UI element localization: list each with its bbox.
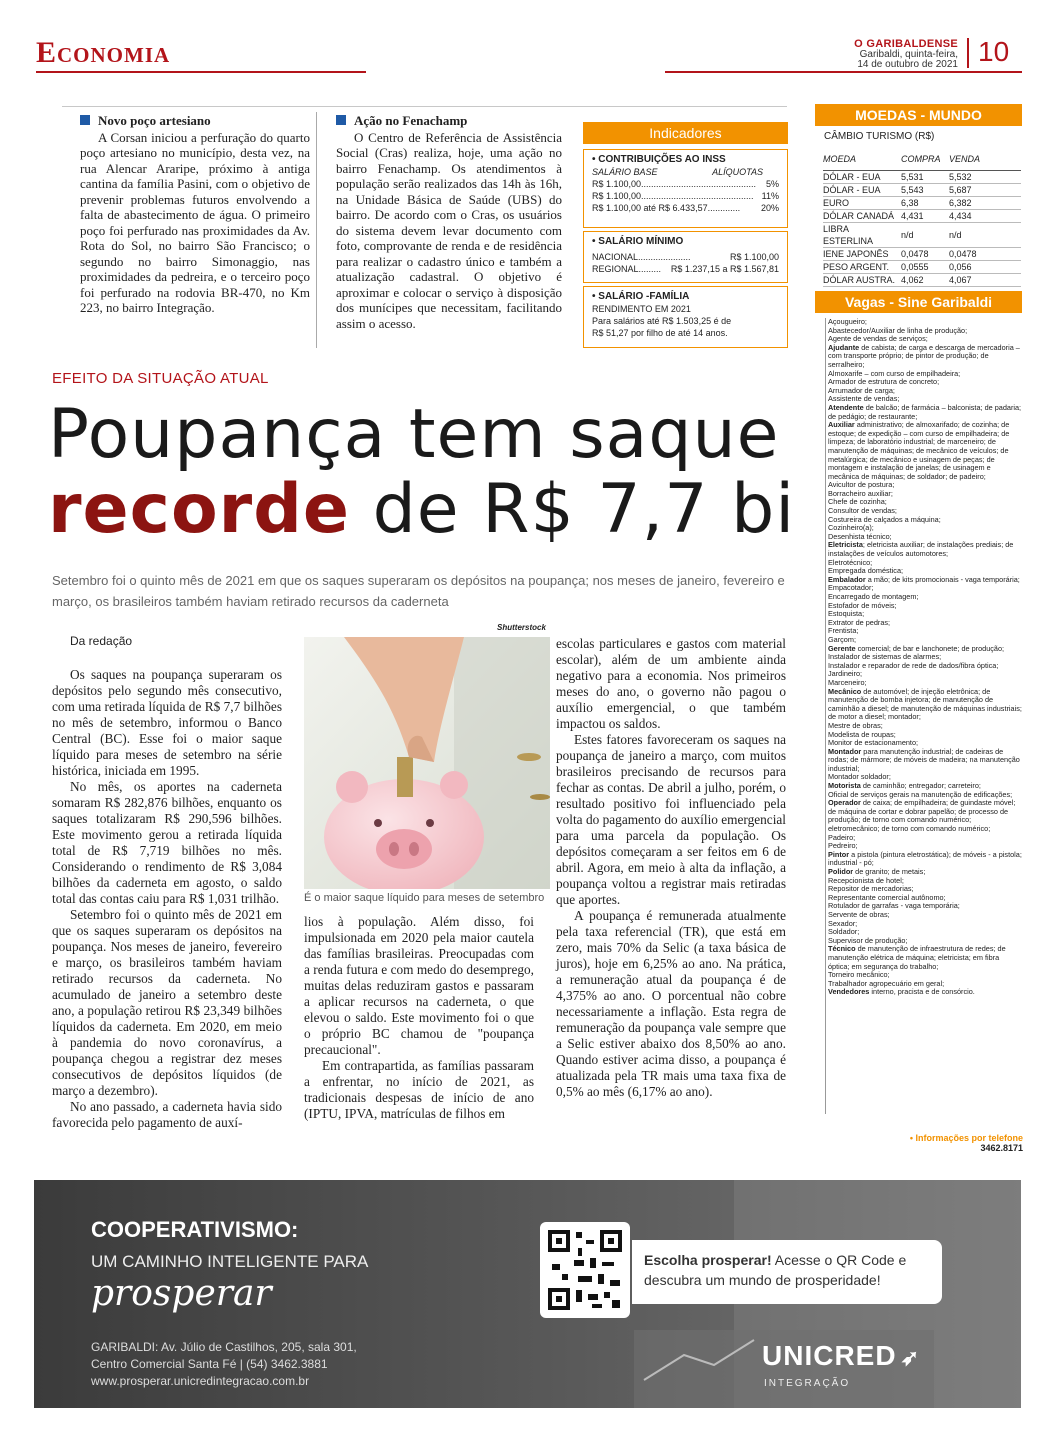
- job-category: Eletricista: [828, 540, 863, 550]
- currency-name: DÓLAR AUSTRA.: [823, 274, 901, 287]
- article-column-3: [556, 636, 786, 1100]
- job-text: Torneiro mecânico;: [828, 970, 890, 980]
- job-text: administrativo; de almoxarifado; de cozinha; de estoque; de expedição – com curso de empilhadeira; de limpeza; de laboratório industrial; de marceneiro; de manutenção de máquinas; de mecânico de veículos; de metalúrgica; de mecânico e usinagem de peças; de montagem e instalação de janelas; de usinagem e mecânica de máquinas; de soldador; de padeiro;: [828, 420, 1010, 481]
- list-item: [828, 421, 1022, 481]
- job-text: de automóvel; de injeção eletrônica; de manutenção de bomba injetora; de manutenção de caminhão a diesel; de manutenção de máquinas industriais; de motor a diesel; montador;: [828, 686, 1022, 722]
- job-text: Empregada doméstica;: [828, 566, 904, 576]
- job-text: Instalador e reparador de rede de dados/fibra óptica;: [828, 660, 999, 670]
- job-text: Oficial de serviços gerais na manutenção de edificações;: [828, 789, 1013, 799]
- ad-url[interactable]: www.prosperar.unicredintegracao.com.br: [91, 1374, 310, 1388]
- sell-rate: n/d: [949, 223, 1021, 248]
- list-item: [828, 344, 1022, 370]
- date-line-2: 14 de outubro de 2021: [857, 59, 958, 70]
- job-text: Garçom;: [828, 634, 856, 644]
- currency-name: EURO: [823, 197, 901, 210]
- job-text: Armador de estrutura de concreto;: [828, 377, 940, 387]
- list-item: [828, 988, 1022, 997]
- job-text: Encarregado de montagem;: [828, 592, 919, 601]
- job-category: Pintor: [828, 849, 850, 859]
- article-column-2: [304, 914, 534, 1122]
- job-category: Técnico: [828, 944, 856, 954]
- table-row: [823, 261, 1021, 274]
- article-paragraph: Os saques na poupança superaram os depósitos pelo segundo mês consecutivo, com uma retirada líquida de R$ 7,7 bilhões no mês de setembro, informou o Banco Central (BC). Esse foi o maior saque líquido para meses de setembro na série histórica, iniciada em 1995.: [52, 667, 282, 778]
- buy-rate: 4,062: [901, 274, 949, 287]
- job-text: Chefe de cozinha;: [828, 497, 887, 507]
- job-text: comercial; de bar e lanchonete; de produção;: [855, 643, 1005, 653]
- job-text: Estoquista;: [828, 609, 865, 619]
- headline-line-2: recorde de R$ 7,7 bi: [48, 470, 796, 549]
- job-text: Avicultor de postura;: [828, 480, 895, 490]
- piggy-bank-photo: [304, 637, 550, 889]
- briefs-rule: [62, 106, 787, 107]
- col-compra: COMPRA: [901, 152, 949, 171]
- article-deck: Setembro foi o quinto mês de 2021 em que os saques superaram os depósitos na poupança; nos meses de janeiro, fevereiro e março, os brasileiros também haviam retirado recursos da caderneta: [52, 573, 785, 609]
- job-text: Cozinheiro(a);: [828, 523, 874, 533]
- currency-name: DÓLAR CANADÁ: [823, 210, 901, 223]
- job-text: Costureira de calçados a máquina;: [828, 514, 941, 524]
- table-row: [823, 223, 1021, 248]
- qr-code[interactable]: [540, 1222, 630, 1318]
- job-text: Modelista de roupas;: [828, 729, 896, 739]
- sell-rate: 4,434: [949, 210, 1021, 223]
- moedas-table: [823, 152, 1021, 287]
- job-category: Motorista: [828, 781, 861, 791]
- job-text: Agente de vendas de serviços;: [828, 334, 928, 344]
- inss-row: R$ 1.100,00............................................. 11%: [592, 191, 779, 201]
- article-column-1: [52, 667, 282, 1131]
- job-text: Eletrotécnico;: [828, 557, 873, 567]
- ad-address-2: Centro Comercial Santa Fé | (54) 3462.3881: [91, 1357, 328, 1371]
- ad-script: prosperar: [91, 1273, 272, 1314]
- list-item: [828, 945, 1022, 971]
- table-row: [823, 197, 1021, 210]
- list-item: [828, 851, 1022, 868]
- job-text: a mão; de kits promocionais - vaga temporária;: [865, 574, 1020, 584]
- brief-body: O Centro de Referência de Assistência Social (Cras) realiza, hoje, uma ação no bairro Fenachamp. Os atendimentos à população serão realizados das 14h às 16h, na Unidade Básica de Saúde (UBS) do bairro. De acordo com o Cras, os usuários do sistema devem levar documento com foto, comprovante de renda e de residência para realizar o cadastro único e também a atualização cadastral. O objetivo é aproximar e colocar o serviço à disposição dos munícipes que necessitam, facilitando assim o acesso.: [336, 129, 562, 331]
- list-item: [828, 688, 1022, 722]
- currency-name: PESO ARGENT.: [823, 261, 901, 274]
- article-paragraph: No mês, os aportes na caderneta somaram R$ 282,876 bilhões, enquanto os saques totalizaram R$ 290,596 bilhões. Este movimento gerou a retirada líquida total de R$ 7,719 bilhões no mês. Considerando o rendimento de R$ 3,084 bilhões da caderneta em agosto, o saldo total das contas caiu para R$ 1,031 trilhão.: [52, 779, 282, 906]
- inss-row: R$ 1.100,00 até R$ 6.433,57............. 20%: [592, 203, 779, 213]
- job-text: Representante comercial autônomo;: [828, 892, 946, 902]
- job-text: Instalador de sistemas de alarmes;: [828, 652, 942, 662]
- job-text: Empacotador;: [828, 583, 874, 593]
- job-text: Supervisor de produção;: [828, 935, 908, 945]
- square-bullet-icon: [336, 115, 346, 125]
- newspaper-name: O GARIBALDENSE: [854, 38, 958, 50]
- unicred-logo: UNICRED ➶: [762, 1340, 920, 1371]
- sell-rate: 5,687: [949, 184, 1021, 197]
- square-bullet-icon: [80, 115, 90, 125]
- job-category: Montador: [828, 746, 862, 756]
- indicadores-header: Indicadores: [583, 122, 788, 144]
- vagas-footer: • Informações por telefone 3462.8171: [909, 1133, 1023, 1153]
- table-row: [823, 274, 1021, 287]
- job-text: para manutenção industrial; de cadeiras de rodas; de mármore; de móveis de madeira; na manutenção industrial;: [828, 746, 1020, 773]
- job-category: Auxiliar: [828, 420, 855, 430]
- job-category: Embalador: [828, 574, 866, 584]
- list-item: [828, 799, 1022, 833]
- article-kicker: EFEITO DA SITUAÇÃO ATUAL: [52, 370, 269, 387]
- list-item: [828, 748, 1022, 774]
- currency-name: IENE JAPONÊS: [823, 248, 901, 261]
- job-text: Arrumador de carga;: [828, 385, 895, 395]
- section-title: Economia: [36, 36, 171, 69]
- ad-address-1: GARIBALDI: Av. Júlio de Castilhos, 205, sala 301,: [91, 1340, 357, 1354]
- sell-rate: 4,067: [949, 274, 1021, 287]
- col-moeda: MOEDA: [823, 152, 901, 171]
- article-paragraph: A poupança é remunerada atualmente pela taxa referencial (TR), que está em zero, mais 70% da Selic (a taxa básica de juros), hoje em 6,25% ao ano. Na prática, a remuneração atual da poupança é de 4,375% ao ano. O porcentual não cobre necessariamente a inflação. Esta regra de remuneração da poupança vale sempre que a Selic estiver abaixo dos 8,50% ao ano. Quando estiver acima disso, a poupança é atualizada pela TR mais uma taxa fixa de 0,5% ao mês (6,17% ao ano).: [556, 908, 786, 1099]
- job-category: Ajudante: [828, 342, 860, 352]
- unicred-advertisement[interactable]: [34, 1180, 1021, 1408]
- header-rule-left: [36, 71, 366, 73]
- moedas-header: MOEDAS - MUNDO: [815, 104, 1022, 126]
- inss-title: • CONTRIBUIÇÕES AO INSS: [592, 154, 726, 165]
- sell-rate: 0,056: [949, 261, 1021, 274]
- job-text: a pistola (pintura eletrostática); de móveis - a pistola; industrial - pó;: [828, 849, 1022, 868]
- job-text: Assistente de vendas;: [828, 394, 900, 404]
- minimo-title: • SALÁRIO MÍNIMO: [592, 236, 684, 247]
- job-text: Açougueiro;: [828, 318, 867, 326]
- job-text: Rotulador de garrafas - vaga temporária;: [828, 901, 960, 911]
- article-paragraph: Estes fatores favoreceram os saques na poupança de janeiro a março, com muitos brasileiros precisando de recursos para fechar as contas. De abril a julho, porém, o resultado positivo foi influenciado pela volta do pagamento do auxílio emergencial para uma parcela da população. Os depósitos começaram a ser feitos em 6 de abril. Agora, em meio à alta da inflação, a poupança voltou a registrar mais retiradas que aportes.: [556, 732, 786, 907]
- brief-title: Ação no Fenachamp: [336, 113, 562, 129]
- ad-title: COOPERATIVISMO:: [91, 1217, 299, 1242]
- article-paragraph: Setembro foi o quinto mês de 2021 em que os saques superaram os depósitos na poupança. Nos meses de janeiro, fevereiro e março, os brasileiros também haviam retirado recursos da caderneta. No acumulado de janeiro a setembro deste ano, a população retirou R$ 23,349 bilhões líquidos da caderneta. Em 2020, em meio à pandemia do novo coronavírus, a poupança chegou a registrar dez meses consecutivos de depósitos líquidos (de março a dezembro).: [52, 907, 282, 1098]
- job-text: Desenhista técnico;: [828, 531, 892, 541]
- brief-novo-poco: [80, 113, 310, 316]
- job-text: Repositor de mercadorias;: [828, 884, 914, 894]
- minimo-row: REGIONAL......... R$ 1.237,15 a R$ 1.567,81: [592, 264, 779, 274]
- salario-familia-card: [583, 286, 788, 348]
- article-paragraph: No ano passado, a caderneta havia sido favorecida pelo pagamento de auxí-: [52, 1099, 282, 1130]
- currency-name: LIBRA ESTERLINA: [823, 223, 901, 248]
- familia-title: • SALÁRIO -FAMÍLIA: [592, 291, 690, 302]
- buy-rate: 6,38: [901, 197, 949, 210]
- job-text: Soldador;: [828, 927, 860, 937]
- sell-rate: 0,0478: [949, 248, 1021, 261]
- familia-line: R$ 51,27 por filho de até 14 anos.: [592, 328, 728, 338]
- job-text: Abastecedor/Auxiliar de linha de produção;: [828, 325, 968, 335]
- salario-minimo-card: [583, 231, 788, 283]
- brief-divider: [316, 112, 317, 348]
- job-category: Gerente: [828, 643, 856, 653]
- brief-title: Novo poço artesiano: [80, 113, 310, 129]
- headline-highlight: recorde: [48, 470, 351, 549]
- vagas-list: [825, 318, 1022, 1114]
- job-text: Jardineiro;: [828, 669, 863, 679]
- inss-card: [583, 149, 788, 228]
- article-paragraph: escolas particulares e gastos com material escolar), além de um ambiente ainda negativo para a economia. Nos primeiros meses do ano, o governo não pagou o auxílio emergencial, o que também impactou os saldos.: [556, 636, 786, 731]
- photo-caption: É o maior saque líquido para meses de setembro: [304, 892, 545, 904]
- job-text: Borracheiro auxiliar;: [828, 488, 893, 498]
- unicred-logo-icon: ➶: [900, 1345, 920, 1370]
- buy-rate: 0,0478: [901, 248, 949, 261]
- table-row: [823, 248, 1021, 261]
- photo-credit: Shutterstock: [497, 623, 546, 632]
- job-text: ; eletricista auxiliar; de instalações prediais; de instalações de veículos automotores;: [828, 540, 1014, 559]
- qr-code-icon: [548, 1230, 622, 1310]
- job-text: Monitor de estacionamento;: [828, 738, 919, 748]
- ad-cta-box: [632, 1240, 942, 1304]
- job-text: Mestre de obras;: [828, 720, 883, 730]
- brief-acao-fenachamp: [336, 113, 562, 331]
- inss-col-headers: SALÁRIO BASE ALÍQUOTAS: [592, 167, 763, 177]
- piggy-bank-illustration: [304, 637, 550, 889]
- job-text: Recepcionista de hotel;: [828, 875, 904, 885]
- job-text: de balcão; de farmácia – balconista; de padaria; de pedágio; de restaurante;: [828, 402, 1022, 421]
- job-text: interno, pracista e de consórcio.: [869, 987, 975, 997]
- familia-line: Para salários até R$ 1.503,25 é de: [592, 316, 732, 326]
- buy-rate: n/d: [901, 223, 949, 248]
- job-text: Almoxarife – com curso de empilhadeira;: [828, 368, 961, 378]
- job-text: Trabalhador agropecuário em geral;: [828, 978, 945, 988]
- list-item: [828, 404, 1022, 421]
- job-text: Estofador de móveis;: [828, 600, 897, 610]
- article-paragraph: lios à população. Além disso, foi impulsionada em 2020 pela maior cautela das famílias brasileiras. Preocupadas com a renda futura e com medo do desemprego, muitas delas reduziram gastos e passaram a aplicar recursos na caderneta, o que elevou o saldo. Este movimento foi o que o próprio BC chamou de "poupança precaucional".: [304, 914, 534, 1057]
- inss-row: R$ 1.100,00.............................................. 5%: [592, 179, 779, 189]
- header-separator: [967, 38, 969, 68]
- list-item: [828, 541, 1022, 558]
- table-row: [823, 171, 1021, 184]
- table-row: [823, 184, 1021, 197]
- header-rule-right: [665, 71, 1022, 73]
- table-row: [823, 210, 1021, 223]
- sell-rate: 6,382: [949, 197, 1021, 210]
- job-text: Frentista;: [828, 626, 859, 636]
- currency-name: DÓLAR - EUA: [823, 171, 901, 184]
- buy-rate: 5,543: [901, 184, 949, 197]
- job-category: Operador: [828, 798, 861, 808]
- buy-rate: 4,431: [901, 210, 949, 223]
- job-text: Servente de obras;: [828, 909, 890, 919]
- job-text: Montador soldador;: [828, 772, 891, 782]
- buy-rate: 0,0555: [901, 261, 949, 274]
- brief-body: A Corsan iniciou a perfuração do quarto poço artesiano no município, desta vez, na rua Alencar Araripe, próximo à antiga cantina da família Pasini, com o objetivo de prevenir problemas futuros envolvendo a falta de abastecimento de água. O primeiro poço foi perfurado nas proximidades da Av. Rota do Sol, no bairro São Francisco; o segundo no bairro Simonaggio, nas proximidades da pedreira, e o terceiro poço foi perfurado na rodovia BR-470, no Km 223, no bairro Integração.: [80, 129, 310, 315]
- job-category: Polidor: [828, 867, 854, 876]
- currency-name: DÓLAR - EUA: [823, 184, 901, 197]
- job-category: Mecânico: [828, 686, 862, 696]
- sell-rate: 5,532: [949, 171, 1021, 184]
- unicred-logo-sub: INTEGRAÇÃO: [764, 1378, 851, 1389]
- job-text: de granito; de metais;: [853, 867, 926, 876]
- list-item: [828, 627, 1022, 636]
- buy-rate: 5,531: [901, 171, 949, 184]
- vagas-header: Vagas - Sine Garibaldi: [815, 291, 1022, 313]
- job-text: de manutenção de infraestrutura de redes; de manutenção elétrica de máquina; eletricista; em fibra óptica; em segurança do trabalho;: [828, 944, 1006, 971]
- job-category: Atendente: [828, 402, 864, 412]
- job-text: Pedreiro;: [828, 841, 858, 851]
- job-text: de caminhão; entregador; carreteiro;: [860, 781, 981, 791]
- job-text: Sexador;: [828, 918, 858, 928]
- article-paragraph: Em contrapartida, as famílias passaram a enfrentar, no início de 2021, as tradicionais despesas de início de ano (IPTU, IPVA, matrículas de filhos em: [304, 1058, 534, 1121]
- col-venda: VENDA: [949, 152, 1021, 171]
- job-category: Vendedores: [828, 987, 870, 997]
- ad-subtitle: UM CAMINHO INTELIGENTE PARA: [91, 1252, 369, 1271]
- ad-cta-line-1: Escolha prosperar! Acesse o QR Code e: [644, 1252, 907, 1268]
- familia-line: RENDIMENTO EM 2021: [592, 304, 691, 314]
- date-line-1: Garibaldi, quinta-feira,: [859, 49, 958, 60]
- cambio-label: CÂMBIO TURISMO (R$): [824, 131, 935, 142]
- job-text: Padeiro;: [828, 832, 856, 842]
- job-text: de cabista; de carga e descarga de mercadoria – com transporte próprio; de pintor de produção; de serralheiro;: [828, 342, 1020, 369]
- job-text: de caixa; de empilhadeira; de guindaste móvel; de máquina de cortar e dobrar papelão; de processo de produção; de torno com comando numérico; eletromecânico; de torno com comando numérico;: [828, 798, 1016, 834]
- page-number: 10: [978, 36, 1010, 67]
- headline-line-1: Poupança tem saque: [48, 395, 780, 474]
- table-header-row: [823, 152, 1021, 171]
- job-text: Marceneiro;: [828, 677, 867, 687]
- job-text: Extrator de pedras;: [828, 617, 891, 627]
- ad-cta-line-2: descubra um mundo de prosperidade!: [644, 1272, 881, 1288]
- job-text: Consultor de vendas;: [828, 506, 897, 516]
- minimo-row: NACIONAL..................... R$ 1.100,00: [592, 252, 779, 262]
- byline: Da redação: [70, 634, 133, 648]
